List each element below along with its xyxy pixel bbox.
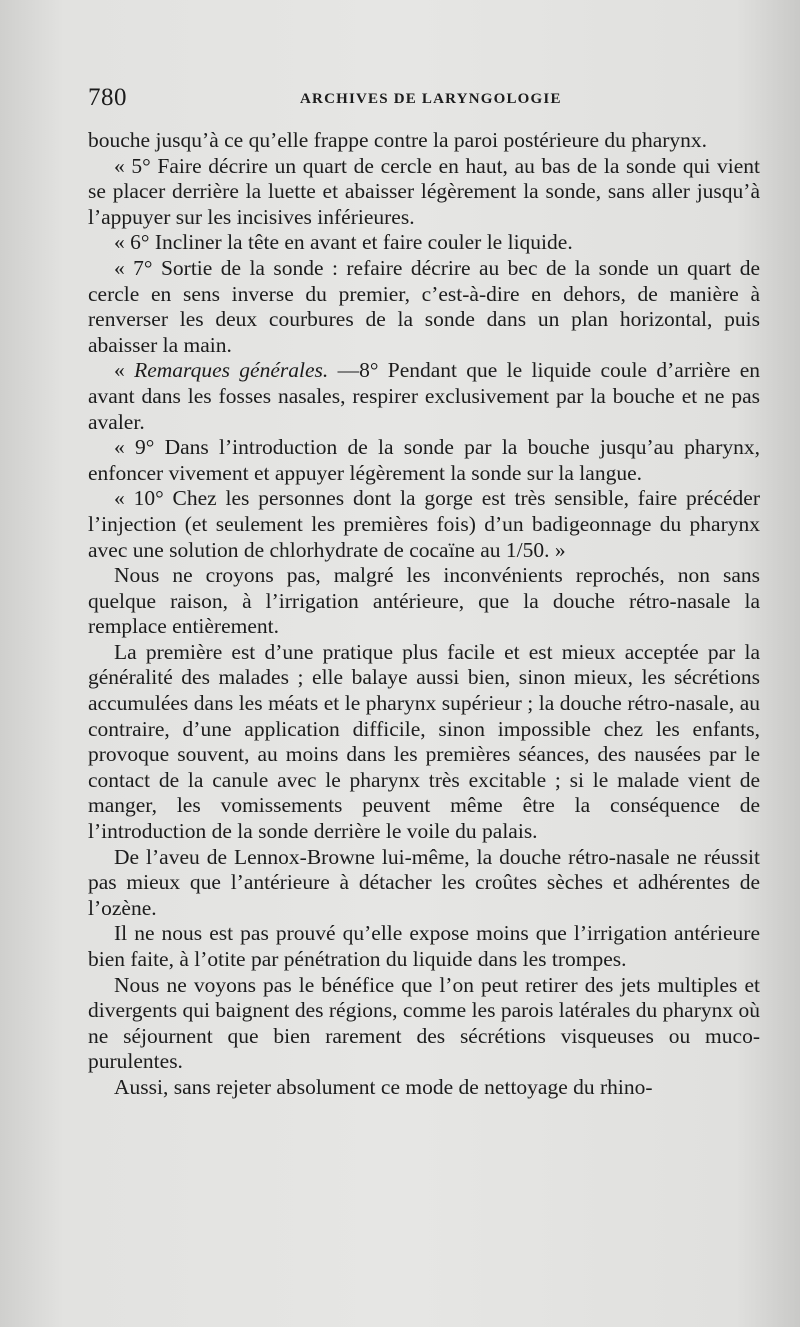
page-number: 780	[88, 84, 127, 111]
paragraph-aveu: De l’aveu de Lennox-Browne lui-même, la douche rétro-nasale ne réussit pas mieux que l’antérieure à détacher les croûtes sèches et adhérentes de l’ozène.	[88, 844, 760, 920]
body-text	[88, 128, 760, 1101]
remarques-open-quote: «	[114, 358, 135, 383]
remarques-text: —8° Pendant que le liquide coule d’arrière en avant dans les fosses nasales, respirer exclusivement par la bouche et ne pas avaler.	[88, 358, 760, 434]
remarques-heading: Remarques générales.	[134, 358, 329, 383]
paragraph-aussi: Aussi, sans rejeter absolument ce mode de nettoyage du rhino-	[114, 1074, 653, 1099]
paragraph-remarques	[88, 358, 760, 435]
paragraph-premiere: La première est d’une pratique plus facile et est mieux acceptée par la généralité des malades ; elle balaye aussi bien, sinon mieux, les sécrétions accumulées dans les méats et le pharynx supérieur ; la douche rétro-nasale, au contraire, d’une application difficile, sinon impossible chez les enfants, provoque souvent, au moins dans les premières séances, des nausées par le contact de la canule avec le pharynx très excitable ; si le malade vient de manger, les vomissements peuvent même être la conséquence de l’introduction de la sonde derrière le voile du palais.	[88, 639, 760, 844]
paragraph-continuation: bouche jusqu’à ce qu’elle frappe contre la paroi postérieure du pharynx.	[88, 128, 708, 152]
paragraph-otite: Il ne nous est pas prouvé qu’elle expose moins que l’irrigation antérieure bien faite, à l’otite par pénétration du liquide dans les trompes.	[88, 921, 760, 971]
paragraph-step-5: « 5° Faire décrire un quart de cercle en haut, au bas de la sonde qui vient se placer derrière la luette et abaisser légèrement la sonde, sans aller jusqu’à l’appuyer sur les incisives inférieures.	[88, 153, 760, 229]
running-head: ARCHIVES DE LARYNGOLOGIE	[300, 91, 562, 107]
paragraph-step-10: « 10° Chez les personnes dont la gorge est très sensible, faire précéder l’injection (et seulement les premières fois) d’un badigeonnage du pharynx avec une solution de chlorhydrate de cocaïne au 1/50. »	[88, 486, 760, 562]
paragraph-step-7: « 7° Sortie de la sonde : refaire décrire au bec de la sonde un quart de cercle en sens inverse du premier, c’est-à-dire en dehors, de manière à renverser les deux courbures de la sonde dans un plan horizontal, puis abaisser la main.	[88, 255, 760, 357]
page-header	[88, 84, 760, 116]
paragraph-step-6: « 6° Incliner la tête en avant et faire couler le liquide.	[114, 230, 573, 255]
paragraph-step-9: « 9° Dans l’introduction de la sonde par la bouche jusqu’au pharynx, enfoncer vivement et appuyer légèrement la sonde sur la langue.	[88, 435, 760, 485]
paragraph-jets: Nous ne voyons pas le bénéfice que l’on peut retirer des jets multiples et divergents qui baignent des régions, comme les parois latérales du pharynx où ne séjournent que bien rarement des sécrétions visqueuses ou muco-purulentes.	[88, 972, 760, 1074]
paragraph-nous-ne-croyons: Nous ne croyons pas, malgré les inconvénients reprochés, non sans quelque raison, à l’irrigation antérieure, que la douche rétro-nasale la remplace entièrement.	[88, 563, 760, 639]
